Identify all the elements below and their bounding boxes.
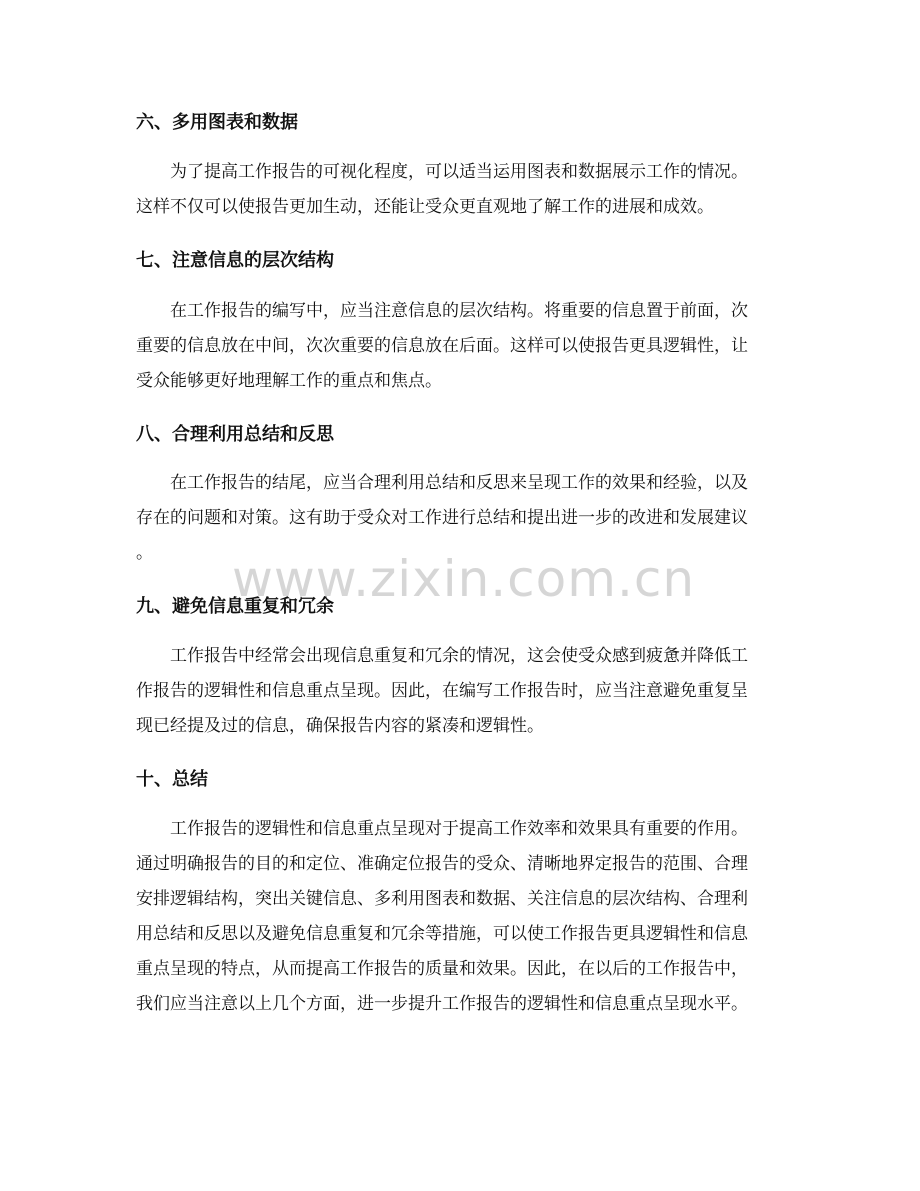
section-heading-6: 六、多用图表和数据	[136, 112, 298, 133]
section-paragraph-9	[136, 639, 784, 744]
section-paragraph-10	[136, 812, 784, 1022]
paragraph-line: 工作报告中经常会出现信息重复和冗余的情况，这会使受众感到疲惫并降低工	[136, 646, 748, 666]
paragraph-line: 受众能够更好地理解工作的重点和焦点。	[136, 371, 442, 391]
paragraph-line: 在工作报告的结尾，应当合理利用总结和反思来呈现工作的效果和经验，以及	[136, 473, 748, 493]
section-heading-9: 九、避免信息重复和冗余	[136, 596, 334, 617]
paragraph-line: 重要的信息放在中间，次次重要的信息放在后面。这样可以使报告更具逻辑性，让	[136, 336, 748, 356]
paragraph-line: 通过明确报告的目的和定位、准确定位报告的受众、清晰地界定报告的范围、合理	[136, 854, 748, 874]
paragraph-line: 重点呈现的特点，从而提高工作报告的质量和效果。因此，在以后的工作报告中，	[136, 959, 748, 979]
paragraph-line: 作报告的逻辑性和信息重点呈现。因此，在编写工作报告时，应当注意避免重复呈	[136, 681, 748, 701]
paragraph-line: 安排逻辑结构，突出关键信息、多利用图表和数据、关注信息的层次结构、合理利	[136, 889, 748, 909]
paragraph-line: 这样不仅可以使报告更加生动，还能让受众更直观地了解工作的进展和成效。	[136, 197, 714, 217]
paragraph-line: 我们应当注意以上几个方面，进一步提升工作报告的逻辑性和信息重点呈现水平。	[136, 994, 748, 1014]
paragraph-line: 现已经提及过的信息，确保报告内容的紧凑和逻辑性。	[136, 716, 544, 736]
paragraph-line: 存在的问题和对策。这有助于受众对工作进行总结和提出进一步的改进和发展建议	[136, 508, 748, 528]
section-heading-10: 十、总结	[136, 769, 208, 790]
paragraph-line: 工作报告的逻辑性和信息重点呈现对于提高工作效率和效果具有重要的作用。	[136, 819, 748, 839]
section-paragraph-7	[136, 294, 784, 399]
paragraph-line: 为了提高工作报告的可视化程度，可以适当运用图表和数据展示工作的情况。	[136, 162, 748, 182]
section-heading-8: 八、合理利用总结和反思	[136, 424, 334, 445]
paragraph-line: 在工作报告的编写中，应当注意信息的层次结构。将重要的信息置于前面，次	[136, 301, 748, 321]
section-heading-7: 七、注意信息的层次结构	[136, 250, 334, 271]
section-paragraph-6	[136, 155, 784, 225]
paragraph-line: 。	[136, 543, 153, 563]
paragraph-line: 用总结和反思以及避免信息重复和冗余等措施，可以使工作报告更具逻辑性和信息	[136, 924, 748, 944]
watermark: www.zixin.com.cn	[232, 550, 696, 608]
